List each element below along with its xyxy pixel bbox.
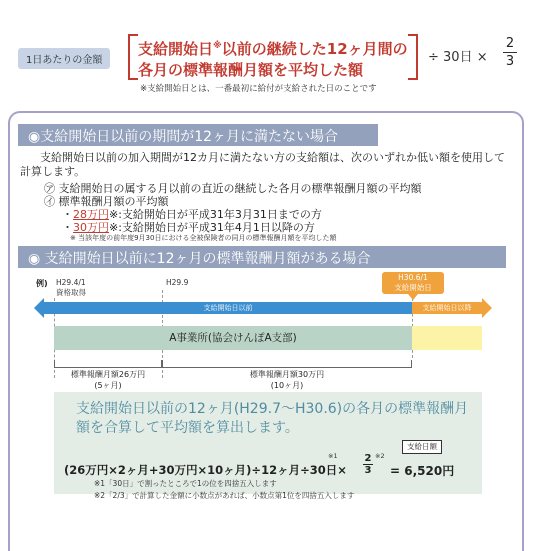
timeline-date2: H29.9 — [166, 278, 189, 287]
calculation-note1: ※1「30日」で割ったところで1の位を四捨五入します — [94, 479, 277, 488]
period2-label: 標準報酬月額30万円 (10ヶ月) — [249, 370, 325, 390]
calculation-note2: ※2「2/3」で計算した金額に小数点があれば、小数点第1位を四捨五入します — [94, 491, 355, 500]
calculation-title: 支給開始日以前の12ヶ月(H29.7〜H30.6)の各月の標準報酬月額を合算して平均額を算出します。 — [76, 401, 469, 436]
section1-paragraph: 支給開始日以前の加入期間が12カ月に満たない方の支給額は、次のいずれか低い額を使用して計算します。 — [20, 151, 505, 178]
start-date-callout: H30.6/1 支給開始日 — [382, 272, 444, 294]
formula-fraction: 2 3 — [503, 36, 517, 69]
section1-sub1: ・28万円※:支給開始日が平成31年3月31日までの方 — [62, 208, 322, 221]
start-date-note: ※支給開始日とは、一番最初に給付が支給された日のことです — [140, 84, 377, 94]
formula-mark2: ※2 — [375, 452, 385, 460]
after-period-bar — [412, 326, 482, 350]
section1-item1: ㋐ 支給開始日の属する月以前の直近の継続した各月の標準報酬月額の平均額 — [44, 182, 422, 195]
formula-divide: ÷ 30日 × — [428, 50, 488, 65]
daily-amount-stamp: 支給日額 — [402, 440, 442, 454]
section2-title: ◉ 支給開始日以前に12ヶ月の標準報酬月額がある場合 — [18, 246, 506, 268]
section1-sub2: ・30万円※:支給開始日が平成31年4月1日以降の方 — [62, 221, 315, 234]
section1-item2: ㋑ 標準報酬月額の平均額 — [44, 195, 169, 208]
calculation-formula: (26万円×2ヶ月+30万円×10ヶ月)÷12ヶ月÷30日× — [64, 463, 347, 477]
period2-bracket — [162, 360, 412, 368]
period1-bracket — [54, 360, 162, 368]
example-label: 例) — [36, 279, 48, 288]
calculation-result: = 6,520円 — [390, 464, 455, 478]
before-start-arrow: 支給開始日以前 — [44, 302, 412, 314]
section1-small-note: ※ 当該年度の前年度9月30日における全被保険者の同月の標準報酬月額を平均した額 — [70, 234, 337, 242]
after-start-arrow: 支給開始日以降 — [412, 302, 482, 314]
formula-bracket — [128, 34, 418, 80]
formula-bracket-text: 支給開始日※以前の継続した12ヶ月間の 各月の標準報酬月額を平均した額 — [138, 40, 408, 79]
calculation-fraction: 2 3 — [364, 453, 372, 476]
period1-label: 標準報酬月額26万円 (5ヶ月) — [70, 370, 146, 390]
daily-amount-label: 1日あたりの金額 — [18, 48, 110, 69]
formula-mark1: ※1 — [328, 452, 338, 460]
timeline-date1: H29.4/1 資格取得 — [56, 278, 86, 297]
section1-title: ◉支給開始日以前の期間が12ヶ月に満たない場合 — [18, 124, 378, 146]
employer-bar: A事業所(協会けんぽA支部) — [54, 326, 412, 350]
